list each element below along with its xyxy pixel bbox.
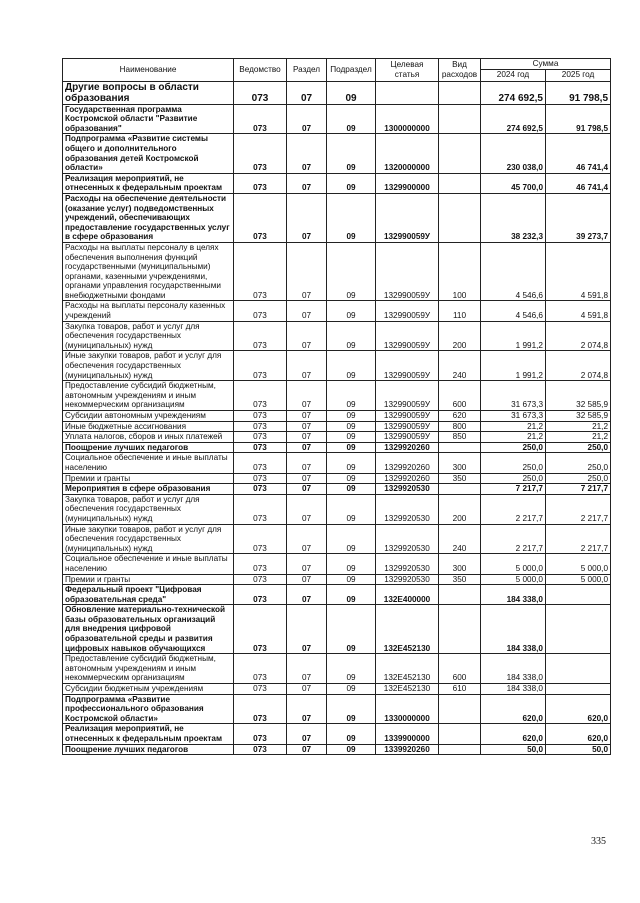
row-podrazdel: 09 [327, 104, 376, 134]
row-vid-raskhodov [439, 173, 481, 193]
row-name: Субсидии бюджетным учреждениям [63, 684, 234, 695]
row-sum-2024: 4 546,6 [481, 301, 546, 321]
row-podrazdel: 09 [327, 193, 376, 242]
row-podrazdel: 09 [327, 301, 376, 321]
row-podrazdel: 09 [327, 724, 376, 744]
row-sum-2025: 5 000,0 [546, 574, 611, 585]
row-sum-2024: 5 000,0 [481, 574, 546, 585]
row-name: Реализация мероприятий, не отнесенных к федеральным проектам [63, 724, 234, 744]
table-row [63, 242, 611, 301]
row-podrazdel: 09 [327, 684, 376, 695]
row-sum-2024: 184 338,0 [481, 585, 546, 605]
row-name: Предоставление субсидий бюджетным, автономным учреждениям и иным некоммерческим организациям [63, 381, 234, 411]
row-podrazdel: 09 [327, 134, 376, 173]
row-razdel: 07 [287, 242, 327, 301]
table-row [63, 694, 611, 724]
row-celevaya-statya: 1329900000 [376, 173, 439, 193]
row-sum-2024: 21,2 [481, 421, 546, 432]
table-row [63, 605, 611, 654]
row-podrazdel: 09 [327, 81, 376, 104]
row-vid-raskhodov: 850 [439, 432, 481, 443]
row-name: Поощрение лучших педагогов [63, 442, 234, 453]
table-row [63, 585, 611, 605]
row-celevaya-statya: 1339920260 [376, 744, 439, 755]
row-name: Премии и гранты [63, 574, 234, 585]
table-row [63, 134, 611, 173]
row-vid-raskhodov [439, 81, 481, 104]
row-vedomstvo: 073 [234, 104, 287, 134]
row-vid-raskhodov: 350 [439, 574, 481, 585]
row-razdel: 07 [287, 442, 327, 453]
row-name: Мероприятия в сфере образования [63, 484, 234, 495]
table-row [63, 442, 611, 453]
row-celevaya-statya: 132990059У [376, 321, 439, 351]
row-sum-2025 [546, 585, 611, 605]
row-sum-2025: 250,0 [546, 442, 611, 453]
header-vid-raskhodov: Вид расходов [439, 59, 481, 82]
row-razdel: 07 [287, 654, 327, 684]
row-podrazdel: 09 [327, 585, 376, 605]
row-celevaya-statya: 1329920530 [376, 524, 439, 554]
row-vedomstvo: 073 [234, 301, 287, 321]
row-vid-raskhodov [439, 484, 481, 495]
table-row [63, 321, 611, 351]
row-razdel: 07 [287, 684, 327, 695]
row-celevaya-statya: 132990059У [376, 411, 439, 422]
row-vedomstvo: 073 [234, 173, 287, 193]
table-row [63, 494, 611, 524]
row-sum-2025: 91 798,5 [546, 81, 611, 104]
row-razdel: 07 [287, 421, 327, 432]
row-razdel: 07 [287, 453, 327, 473]
row-podrazdel: 09 [327, 694, 376, 724]
row-name: Подпрограмма «Развитие профессионального образования Костромской области» [63, 694, 234, 724]
table-row [63, 684, 611, 695]
row-podrazdel: 09 [327, 473, 376, 484]
row-razdel: 07 [287, 724, 327, 744]
row-sum-2025: 4 591,8 [546, 242, 611, 301]
row-sum-2025 [546, 605, 611, 654]
row-sum-2025: 21,2 [546, 421, 611, 432]
header-summa: Сумма [481, 59, 611, 70]
row-name: Государственная программа Костромской области "Развитие образования" [63, 104, 234, 134]
row-podrazdel: 09 [327, 494, 376, 524]
row-razdel: 07 [287, 494, 327, 524]
row-sum-2024: 620,0 [481, 724, 546, 744]
row-vedomstvo: 073 [234, 421, 287, 432]
row-vid-raskhodov: 240 [439, 524, 481, 554]
row-celevaya-statya: 132990059У [376, 421, 439, 432]
row-razdel: 07 [287, 134, 327, 173]
row-razdel: 07 [287, 484, 327, 495]
row-sum-2025: 32 585,9 [546, 381, 611, 411]
table-row [63, 473, 611, 484]
row-sum-2025: 50,0 [546, 744, 611, 755]
row-celevaya-statya: 132E452130 [376, 605, 439, 654]
row-celevaya-statya: 1339900000 [376, 724, 439, 744]
row-sum-2024: 2 217,7 [481, 494, 546, 524]
row-vedomstvo: 073 [234, 351, 287, 381]
row-sum-2024: 250,0 [481, 453, 546, 473]
row-sum-2024: 21,2 [481, 432, 546, 443]
row-sum-2024: 7 217,7 [481, 484, 546, 495]
row-celevaya-statya: 132E452130 [376, 684, 439, 695]
row-razdel: 07 [287, 351, 327, 381]
row-vid-raskhodov [439, 744, 481, 755]
row-razdel: 07 [287, 585, 327, 605]
row-sum-2025: 32 585,9 [546, 411, 611, 422]
row-vid-raskhodov: 610 [439, 684, 481, 695]
row-celevaya-statya: 1329920260 [376, 453, 439, 473]
row-podrazdel: 09 [327, 421, 376, 432]
row-vid-raskhodov: 100 [439, 242, 481, 301]
row-name: Субсидии автономным учреждениям [63, 411, 234, 422]
header-vedomstvo: Ведомство [234, 59, 287, 82]
row-razdel: 07 [287, 473, 327, 484]
table-row [63, 81, 611, 104]
table-row [63, 381, 611, 411]
row-vedomstvo: 073 [234, 242, 287, 301]
row-vid-raskhodov [439, 104, 481, 134]
row-vedomstvo: 073 [234, 81, 287, 104]
row-vid-raskhodov: 110 [439, 301, 481, 321]
row-celevaya-statya: 132990059У [376, 432, 439, 443]
table-row [63, 453, 611, 473]
header-podrazdel: Подраздел [327, 59, 376, 82]
row-sum-2024: 250,0 [481, 442, 546, 453]
row-name: Иные закупки товаров, работ и услуг для обеспечения государственных (муниципальных) нужд [63, 351, 234, 381]
row-podrazdel: 09 [327, 605, 376, 654]
row-sum-2025 [546, 684, 611, 695]
row-celevaya-statya: 1320000000 [376, 134, 439, 173]
row-name: Обновление материально-технической базы образовательных организаций для внедрения цифровой образовательной среды и развития цифровых навыков обучающихся [63, 605, 234, 654]
row-celevaya-statya: 1329920260 [376, 442, 439, 453]
row-name: Другие вопросы в области образования [63, 81, 234, 104]
row-vedomstvo: 073 [234, 411, 287, 422]
row-vid-raskhodov: 350 [439, 473, 481, 484]
row-sum-2024: 230 038,0 [481, 134, 546, 173]
row-vid-raskhodov [439, 585, 481, 605]
row-sum-2025: 39 273,7 [546, 193, 611, 242]
row-vedomstvo: 073 [234, 684, 287, 695]
row-celevaya-statya: 132E400000 [376, 585, 439, 605]
row-razdel: 07 [287, 301, 327, 321]
table-body [63, 81, 611, 755]
row-celevaya-statya: 132990059У [376, 351, 439, 381]
row-sum-2025: 2 074,8 [546, 351, 611, 381]
row-celevaya-statya [376, 81, 439, 104]
row-podrazdel: 09 [327, 351, 376, 381]
row-vedomstvo: 073 [234, 442, 287, 453]
row-sum-2025: 2 217,7 [546, 494, 611, 524]
row-vedomstvo: 073 [234, 654, 287, 684]
row-sum-2024: 4 546,6 [481, 242, 546, 301]
row-razdel: 07 [287, 193, 327, 242]
row-vedomstvo: 073 [234, 484, 287, 495]
row-sum-2024: 50,0 [481, 744, 546, 755]
row-sum-2025: 620,0 [546, 724, 611, 744]
row-vid-raskhodov [439, 442, 481, 453]
row-podrazdel: 09 [327, 321, 376, 351]
table-row [63, 173, 611, 193]
row-sum-2025: 91 798,5 [546, 104, 611, 134]
row-razdel: 07 [287, 321, 327, 351]
row-celevaya-statya: 1329920530 [376, 494, 439, 524]
row-sum-2024: 45 700,0 [481, 173, 546, 193]
row-vid-raskhodov [439, 605, 481, 654]
table-row [63, 654, 611, 684]
row-celevaya-statya: 1329920530 [376, 484, 439, 495]
row-podrazdel: 09 [327, 524, 376, 554]
row-name: Социальное обеспечение и иные выплаты населению [63, 453, 234, 473]
row-sum-2025 [546, 654, 611, 684]
row-vedomstvo: 073 [234, 193, 287, 242]
row-name: Закупка товаров, работ и услуг для обеспечения государственных (муниципальных) нужд [63, 321, 234, 351]
row-sum-2025: 21,2 [546, 432, 611, 443]
row-vid-raskhodov [439, 193, 481, 242]
table-row [63, 193, 611, 242]
row-sum-2024: 31 673,3 [481, 411, 546, 422]
row-sum-2025: 7 217,7 [546, 484, 611, 495]
row-podrazdel: 09 [327, 411, 376, 422]
row-vid-raskhodov: 620 [439, 411, 481, 422]
row-razdel: 07 [287, 605, 327, 654]
row-sum-2024: 1 991,2 [481, 321, 546, 351]
row-razdel: 07 [287, 574, 327, 585]
row-sum-2024: 184 338,0 [481, 684, 546, 695]
row-podrazdel: 09 [327, 442, 376, 453]
table-row [63, 524, 611, 554]
row-vid-raskhodov: 300 [439, 453, 481, 473]
row-celevaya-statya: 132990059У [376, 381, 439, 411]
row-sum-2025: 2 074,8 [546, 321, 611, 351]
row-name: Федеральный проект "Цифровая образовательная среда" [63, 585, 234, 605]
row-sum-2024: 184 338,0 [481, 654, 546, 684]
header-celevaya-statya: Целевая статья [376, 59, 439, 82]
row-vedomstvo: 073 [234, 453, 287, 473]
row-razdel: 07 [287, 554, 327, 574]
row-name: Расходы на выплаты персоналу казенных учреждений [63, 301, 234, 321]
row-podrazdel: 09 [327, 242, 376, 301]
row-sum-2024: 250,0 [481, 473, 546, 484]
budget-table [62, 58, 611, 755]
table-row [63, 301, 611, 321]
row-razdel: 07 [287, 381, 327, 411]
header-year-2024: 2024 год [481, 69, 546, 81]
row-sum-2025: 2 217,7 [546, 524, 611, 554]
row-vedomstvo: 073 [234, 744, 287, 755]
row-vedomstvo: 073 [234, 494, 287, 524]
row-celevaya-statya: 1300000000 [376, 104, 439, 134]
row-vedomstvo: 073 [234, 524, 287, 554]
row-sum-2025: 4 591,8 [546, 301, 611, 321]
row-vid-raskhodov: 600 [439, 381, 481, 411]
row-name: Социальное обеспечение и иные выплаты населению [63, 554, 234, 574]
table-row [63, 411, 611, 422]
header-year-2025: 2025 год [546, 69, 611, 81]
row-vid-raskhodov: 240 [439, 351, 481, 381]
row-razdel: 07 [287, 411, 327, 422]
row-sum-2025: 5 000,0 [546, 554, 611, 574]
row-razdel: 07 [287, 744, 327, 755]
row-sum-2024: 184 338,0 [481, 605, 546, 654]
row-celevaya-statya: 132E452130 [376, 654, 439, 684]
row-name: Расходы на обеспечение деятельности (оказание услуг) подведомственных учреждений, обеспечивающих предоставление государственных услуг в сфере образования [63, 193, 234, 242]
row-sum-2024: 620,0 [481, 694, 546, 724]
row-podrazdel: 09 [327, 453, 376, 473]
row-vedomstvo: 073 [234, 574, 287, 585]
row-vid-raskhodov: 600 [439, 654, 481, 684]
row-sum-2025: 46 741,4 [546, 173, 611, 193]
row-vedomstvo: 073 [234, 585, 287, 605]
row-celevaya-statya: 1329920260 [376, 473, 439, 484]
row-name: Предоставление субсидий бюджетным, автономным учреждениям и иным некоммерческим организациям [63, 654, 234, 684]
table-row [63, 744, 611, 755]
row-vedomstvo: 073 [234, 381, 287, 411]
table-row [63, 484, 611, 495]
row-vedomstvo: 073 [234, 605, 287, 654]
row-vedomstvo: 073 [234, 432, 287, 443]
row-podrazdel: 09 [327, 744, 376, 755]
table-row [63, 351, 611, 381]
row-podrazdel: 09 [327, 574, 376, 585]
row-celevaya-statya: 1329920530 [376, 554, 439, 574]
row-vedomstvo: 073 [234, 321, 287, 351]
row-name: Расходы на выплаты персоналу в целях обеспечения выполнения функций государственными (муниципальными) органами, казенными учреждениями, органами управления государственными внебюджетными фондами [63, 242, 234, 301]
table-row [63, 432, 611, 443]
row-podrazdel: 09 [327, 432, 376, 443]
row-sum-2024: 1 991,2 [481, 351, 546, 381]
row-podrazdel: 09 [327, 554, 376, 574]
budget-table-sheet [62, 58, 610, 755]
row-sum-2024: 274 692,5 [481, 81, 546, 104]
table-row [63, 104, 611, 134]
row-sum-2025: 250,0 [546, 473, 611, 484]
row-sum-2024: 274 692,5 [481, 104, 546, 134]
row-name: Премии и гранты [63, 473, 234, 484]
row-name: Поощрение лучших педагогов [63, 744, 234, 755]
row-vid-raskhodov: 200 [439, 494, 481, 524]
row-razdel: 07 [287, 694, 327, 724]
row-razdel: 07 [287, 173, 327, 193]
row-vedomstvo: 073 [234, 134, 287, 173]
table-row [63, 554, 611, 574]
row-vid-raskhodov: 200 [439, 321, 481, 351]
row-sum-2025: 46 741,4 [546, 134, 611, 173]
row-razdel: 07 [287, 432, 327, 443]
row-vid-raskhodov [439, 134, 481, 173]
header-razdel: Раздел [287, 59, 327, 82]
page-number: 335 [591, 836, 606, 847]
row-sum-2024: 31 673,3 [481, 381, 546, 411]
row-celevaya-statya: 1330000000 [376, 694, 439, 724]
row-name: Реализация мероприятий, не отнесенных к федеральным проектам [63, 173, 234, 193]
row-name: Иные бюджетные ассигнования [63, 421, 234, 432]
table-row [63, 421, 611, 432]
row-podrazdel: 09 [327, 381, 376, 411]
row-name: Закупка товаров, работ и услуг для обеспечения государственных (муниципальных) нужд [63, 494, 234, 524]
row-sum-2024: 38 232,3 [481, 193, 546, 242]
row-sum-2024: 2 217,7 [481, 524, 546, 554]
row-vedomstvo: 073 [234, 694, 287, 724]
row-sum-2025: 250,0 [546, 453, 611, 473]
row-name: Уплата налогов, сборов и иных платежей [63, 432, 234, 443]
row-name: Подпрограмма «Развитие системы общего и дополнительного образования детей Костромской области» [63, 134, 234, 173]
row-celevaya-statya: 132990059У [376, 193, 439, 242]
row-name: Иные закупки товаров, работ и услуг для обеспечения государственных (муниципальных) нужд [63, 524, 234, 554]
row-razdel: 07 [287, 524, 327, 554]
row-sum-2025: 620,0 [546, 694, 611, 724]
header-name: Наименование [63, 59, 234, 82]
row-vedomstvo: 073 [234, 724, 287, 744]
row-podrazdel: 09 [327, 654, 376, 684]
row-vid-raskhodov [439, 724, 481, 744]
table-row [63, 574, 611, 585]
row-sum-2024: 5 000,0 [481, 554, 546, 574]
row-celevaya-statya: 132990059У [376, 301, 439, 321]
row-vedomstvo: 073 [234, 473, 287, 484]
row-podrazdel: 09 [327, 484, 376, 495]
row-razdel: 07 [287, 81, 327, 104]
row-vedomstvo: 073 [234, 554, 287, 574]
row-razdel: 07 [287, 104, 327, 134]
row-vid-raskhodov [439, 694, 481, 724]
row-vid-raskhodov: 800 [439, 421, 481, 432]
table-row [63, 724, 611, 744]
row-celevaya-statya: 132990059У [376, 242, 439, 301]
row-podrazdel: 09 [327, 173, 376, 193]
row-celevaya-statya: 1329920530 [376, 574, 439, 585]
row-vid-raskhodov: 300 [439, 554, 481, 574]
